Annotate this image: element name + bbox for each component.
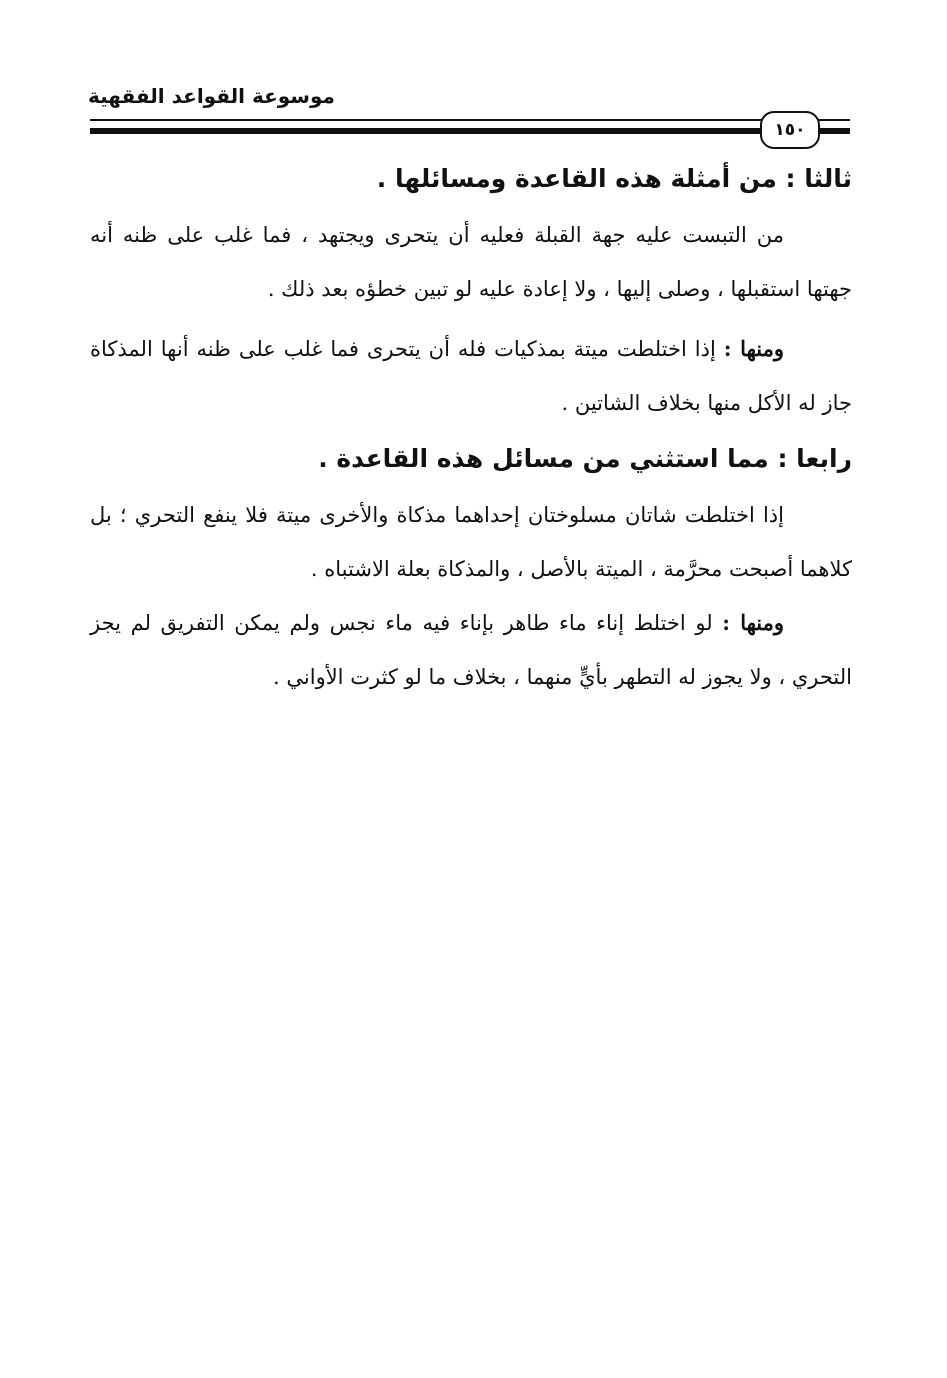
paragraph-text: لو اختلط إناء ماء طاهر بإناء فيه ماء نجس ولم يمكن التفريق لم يجز التحري ، ولا يجوز له التطهر بأيٍّ منهما ، بخلاف ما لو كثرت الأواني . [90,611,852,689]
paragraph-text: إذا اختلطت ميتة بمذكيات فله أن يتحرى فما غلب على ظنه أنها المذكاة جاز له الأكل منها بخلاف الشاتين . [90,337,852,415]
running-title: موسوعة القواعد الفقهية [88,84,335,108]
header-rule-thin [90,119,850,121]
paragraph-lead: ومنها : [722,610,784,635]
paragraph-qibla: من التبست عليه جهة القبلة فعليه أن يتحرى ويجتهد ، فما غلب على ظنه أنه جهتها استقبلها ، وصلى إليها ، ولا إعادة عليه لو تبين خطؤه بعد ذلك . [90,223,852,301]
paragraph-carrion-mixed [90,322,852,430]
paragraph-water-vessels [90,596,852,704]
page-number: ١٥٠ [760,111,820,149]
paragraph-two-sheep: إذا اختلطت شاتان مسلوختان إحداهما مذكاة والأخرى ميتة فلا ينفع التحري ؛ بل كلاهما أصبحت محرَّمة ، الميتة بالأصل ، والمذكاة بعلة الاشتباه . [90,503,852,581]
section-heading-fourth: رابعا : مما استثني من مسائل هذه القاعدة . [318,444,852,473]
page-body [90,150,852,704]
header-rule-thick [90,128,850,134]
paragraph-lead: ومنها : [723,336,784,361]
section-heading-third: ثالثا : من أمثلة هذه القاعدة ومسائلها . [376,164,852,193]
